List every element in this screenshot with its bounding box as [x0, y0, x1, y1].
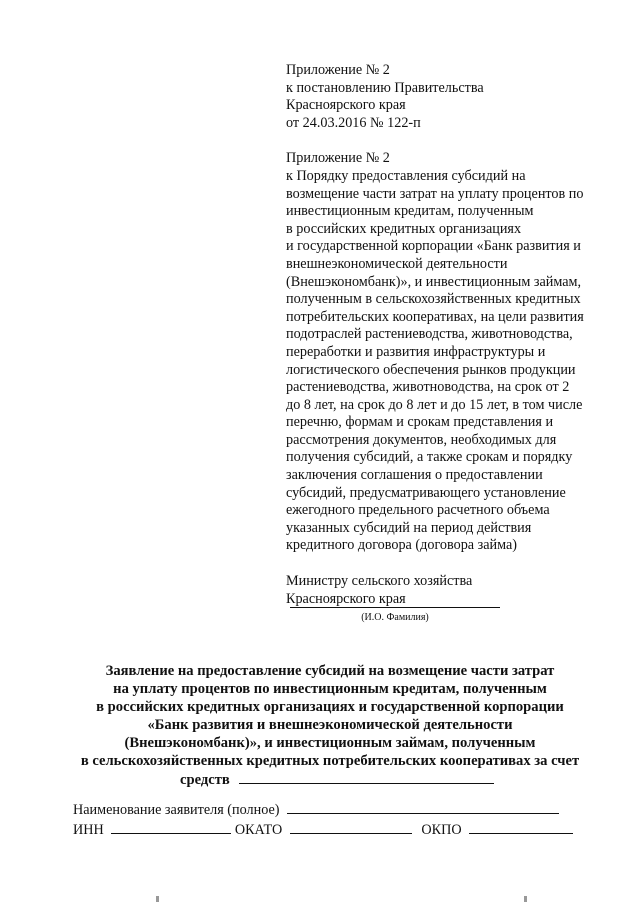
funding-source-blank[interactable]: [239, 770, 494, 784]
appendix-line: растениеводства, животноводства, на срок от 2: [286, 379, 570, 396]
appendix-line: и государственной корпорации «Банк развития и: [286, 238, 581, 255]
appendix-line: субсидий, предусматривающего установление: [286, 484, 566, 501]
title-line: на уплату процентов по инвестиционным кредитам, полученным: [113, 681, 547, 697]
appendix-line: потребительских кооперативах, на цели развития: [286, 308, 584, 325]
applicant-name-blank[interactable]: [287, 800, 559, 814]
appendix-line: (Внешэкономбанк)», и инвестиционным займам,: [286, 273, 582, 290]
header-line: от 24.03.2016 № 122-п: [286, 114, 421, 131]
appendix-line: подотраслей растениеводства, животноводства,: [286, 326, 573, 343]
appendix-line: до 8 лет, на срок до 8 лет и до 15 лет, в том числе: [286, 396, 583, 413]
addressee-line: Красноярского края: [286, 590, 406, 607]
appendix-line: внешнеэкономической деятельности: [286, 255, 508, 272]
applicant-name-row: [73, 800, 593, 820]
header-line: к постановлению Правительства: [286, 79, 484, 96]
appendix-line: кредитного договора (договора займа): [286, 537, 518, 554]
appendix-line: заключения соглашения о предоставлении: [286, 467, 543, 484]
appendix-line: к Порядку предоставления субсидий на: [286, 167, 526, 184]
okpo-label: ОКПО: [421, 821, 462, 838]
addressee-block: [286, 573, 616, 608]
header-line: Приложение № 2: [286, 62, 390, 78]
title-line: в российских кредитных организациях и государственной корпорации: [96, 699, 564, 715]
appendix-line: ежегодного предельного расчетного объема: [286, 502, 550, 519]
title-line: Заявление на предоставление субсидий на возмещение части затрат: [105, 663, 555, 679]
applicant-name-label: Наименование заявителя (полное): [73, 802, 280, 818]
appendix-line: получения субсидий, а также срокам и порядку: [286, 449, 573, 466]
title-line: в сельскохозяйственных кредитных потребительских кооперативах за счет: [80, 753, 580, 769]
appendix-line: в российских кредитных организациях: [286, 220, 522, 237]
signature-line[interactable]: [290, 607, 500, 608]
appendix-line: возмещение части затрат на уплату процентов по: [286, 185, 584, 202]
appendix-block: [286, 150, 616, 555]
addressee-line: Министру сельского хозяйства: [286, 573, 473, 590]
appendix-line: рассмотрения документов, необходимых для: [286, 431, 557, 448]
signature-caption: (И.О. Фамилия): [361, 612, 429, 623]
title-line: (Внешэкономбанк)», и инвестиционным займам, полученным: [124, 735, 536, 751]
document-title: [40, 662, 620, 789]
scan-edge-mark: [524, 896, 527, 902]
scan-edge-mark: [156, 896, 159, 902]
appendix-line: указанных субсидий на период действия: [286, 519, 532, 536]
codes-row: [73, 820, 593, 840]
okato-label: ОКАТО: [234, 821, 283, 838]
title-line: «Банк развития и внешнеэкономической деятельности: [147, 717, 513, 733]
appendix-line: полученным в сельскохозяйственных кредитных: [286, 291, 581, 308]
okato-blank[interactable]: [290, 820, 412, 834]
appendix-line: инвестиционным кредитам, полученным: [286, 203, 534, 220]
header-block: [286, 62, 616, 608]
inn-blank[interactable]: [111, 820, 231, 834]
appendix-line: логистического обеспечения рынков продукции: [286, 361, 576, 378]
title-last-line: [40, 770, 620, 789]
header-line: Красноярского края: [286, 97, 406, 114]
inn-label: ИНН: [73, 821, 104, 838]
appendix-line: Приложение № 2: [286, 150, 390, 167]
appendix-line: перечню, формам и срокам представления и: [286, 414, 554, 431]
okpo-blank[interactable]: [469, 820, 573, 834]
applicant-fields: [73, 800, 593, 839]
appendix-line: переработки и развития инфраструктуры и: [286, 343, 546, 360]
title-last-word: средств: [180, 772, 230, 788]
